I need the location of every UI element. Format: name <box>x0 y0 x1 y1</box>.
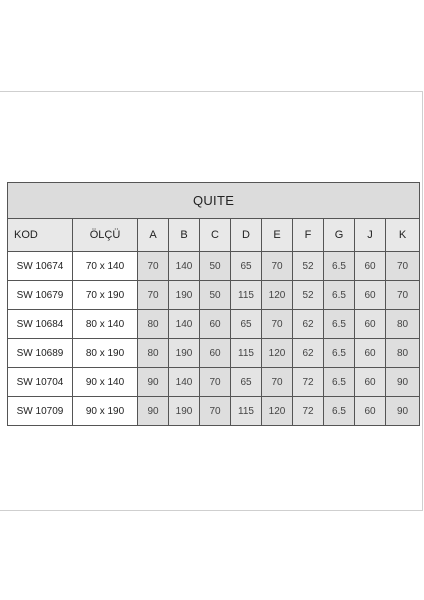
spec-table <box>7 182 420 426</box>
header-e: E <box>262 219 293 252</box>
table-row <box>8 281 420 310</box>
value-g: 6.5 <box>324 397 355 426</box>
value-b: 140 <box>169 252 200 281</box>
value-c: 70 <box>200 397 231 426</box>
value-f: 62 <box>293 339 324 368</box>
row-code: SW 10674 <box>8 252 73 281</box>
value-e: 120 <box>262 397 293 426</box>
value-e: 70 <box>262 368 293 397</box>
value-a: 80 <box>138 310 169 339</box>
value-j: 60 <box>355 368 386 397</box>
value-g: 6.5 <box>324 281 355 310</box>
value-c: 50 <box>200 252 231 281</box>
table-row <box>8 397 420 426</box>
row-size: 80 x 190 <box>73 339 138 368</box>
header-kod: KOD <box>8 219 73 252</box>
row-code: SW 10679 <box>8 281 73 310</box>
value-a: 90 <box>138 397 169 426</box>
value-d: 115 <box>231 339 262 368</box>
row-size: 80 x 140 <box>73 310 138 339</box>
value-b: 190 <box>169 281 200 310</box>
value-j: 60 <box>355 339 386 368</box>
value-c: 70 <box>200 368 231 397</box>
value-d: 65 <box>231 252 262 281</box>
table-row <box>8 339 420 368</box>
header-olcu: ÖLÇÜ <box>73 219 138 252</box>
value-j: 60 <box>355 310 386 339</box>
row-size: 70 x 140 <box>73 252 138 281</box>
value-c: 60 <box>200 310 231 339</box>
value-a: 80 <box>138 339 169 368</box>
value-a: 70 <box>138 281 169 310</box>
row-size: 90 x 190 <box>73 397 138 426</box>
header-k: K <box>386 219 420 252</box>
row-code: SW 10689 <box>8 339 73 368</box>
value-e: 70 <box>262 252 293 281</box>
row-code: SW 10704 <box>8 368 73 397</box>
value-k: 90 <box>386 397 420 426</box>
header-row <box>8 219 420 252</box>
header-f: F <box>293 219 324 252</box>
value-j: 60 <box>355 397 386 426</box>
value-k: 80 <box>386 339 420 368</box>
value-f: 72 <box>293 397 324 426</box>
value-g: 6.5 <box>324 310 355 339</box>
value-e: 70 <box>262 310 293 339</box>
header-d: D <box>231 219 262 252</box>
value-k: 80 <box>386 310 420 339</box>
table-row <box>8 252 420 281</box>
header-c: C <box>200 219 231 252</box>
value-k: 90 <box>386 368 420 397</box>
value-c: 60 <box>200 339 231 368</box>
value-d: 65 <box>231 310 262 339</box>
value-f: 52 <box>293 281 324 310</box>
value-g: 6.5 <box>324 252 355 281</box>
title-row <box>8 183 420 219</box>
value-j: 60 <box>355 281 386 310</box>
value-d: 65 <box>231 368 262 397</box>
value-e: 120 <box>262 339 293 368</box>
row-size: 90 x 140 <box>73 368 138 397</box>
table-row <box>8 310 420 339</box>
row-size: 70 x 190 <box>73 281 138 310</box>
value-f: 62 <box>293 310 324 339</box>
row-code: SW 10709 <box>8 397 73 426</box>
header-a: A <box>138 219 169 252</box>
value-b: 140 <box>169 368 200 397</box>
value-f: 72 <box>293 368 324 397</box>
value-a: 70 <box>138 252 169 281</box>
value-j: 60 <box>355 252 386 281</box>
value-b: 190 <box>169 339 200 368</box>
header-j: J <box>355 219 386 252</box>
value-b: 190 <box>169 397 200 426</box>
value-b: 140 <box>169 310 200 339</box>
row-code: SW 10684 <box>8 310 73 339</box>
value-c: 50 <box>200 281 231 310</box>
value-g: 6.5 <box>324 368 355 397</box>
value-d: 115 <box>231 397 262 426</box>
header-g: G <box>324 219 355 252</box>
value-k: 70 <box>386 281 420 310</box>
table-title: QUITE <box>8 183 420 219</box>
value-g: 6.5 <box>324 339 355 368</box>
table-row <box>8 368 420 397</box>
value-f: 52 <box>293 252 324 281</box>
value-d: 115 <box>231 281 262 310</box>
value-k: 70 <box>386 252 420 281</box>
value-a: 90 <box>138 368 169 397</box>
header-b: B <box>169 219 200 252</box>
value-e: 120 <box>262 281 293 310</box>
